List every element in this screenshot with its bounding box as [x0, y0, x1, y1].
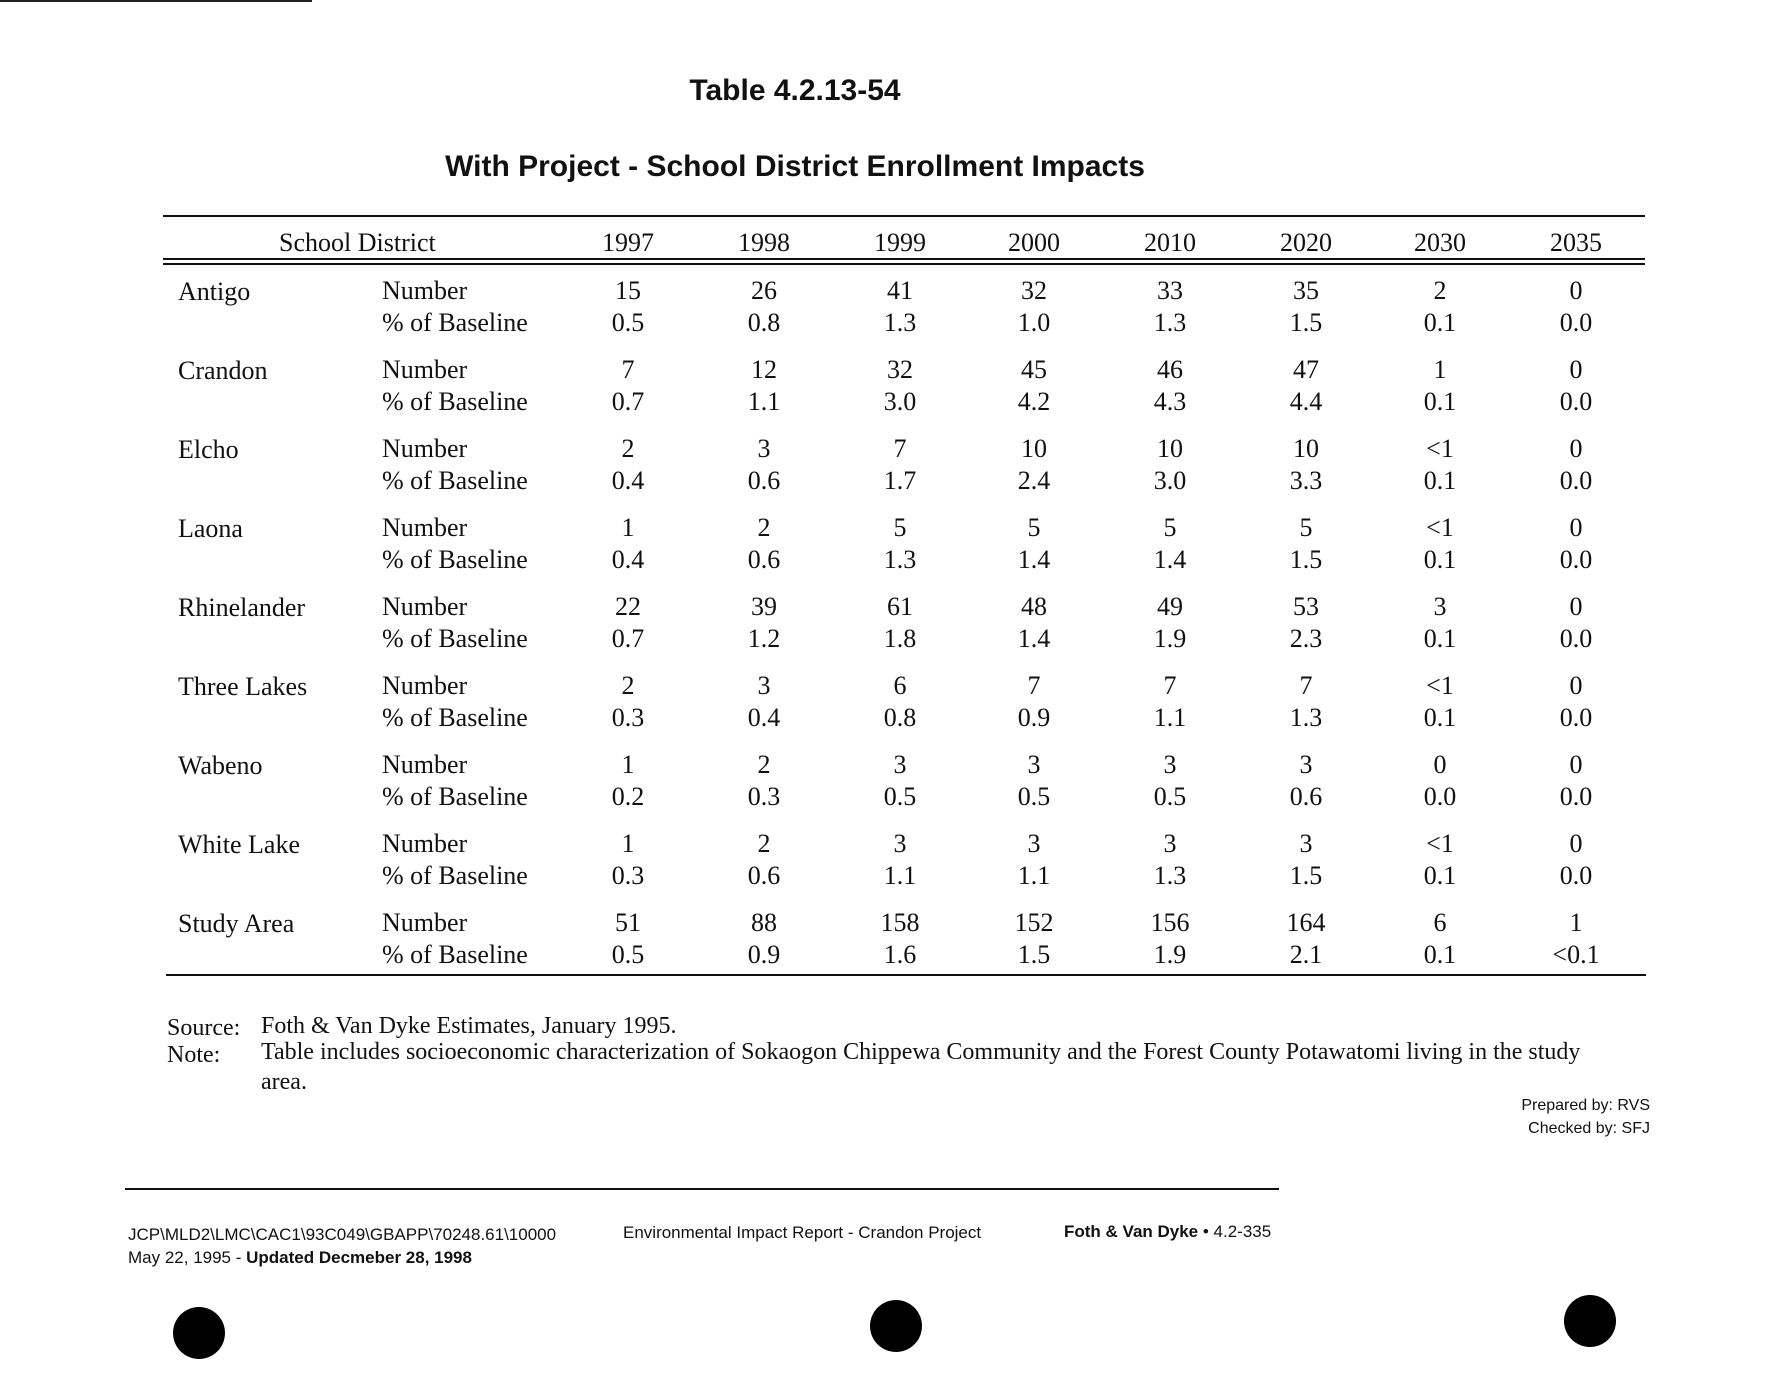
pct-value: 0.3 — [747, 782, 781, 811]
number-value: 10 — [1157, 434, 1183, 463]
pct-value: 0.9 — [747, 940, 781, 969]
number-value: 41 — [887, 276, 913, 305]
pct-value: 0.1 — [1423, 861, 1457, 890]
pct-value: 1.9 — [1153, 624, 1187, 653]
header-year-2000: 2000 — [1008, 228, 1060, 257]
pct-value: 0.7 — [611, 387, 645, 416]
number-value: 10 — [1293, 434, 1319, 463]
pct-value: 0.6 — [747, 466, 781, 495]
number-value: 48 — [1021, 592, 1047, 621]
pct-value: 1.5 — [1289, 308, 1323, 337]
pct-value: 1.4 — [1017, 624, 1051, 653]
pct-label: % of Baseline — [382, 387, 528, 416]
pct-value: 3.0 — [883, 387, 917, 416]
pct-value: 1.5 — [1289, 545, 1323, 574]
pct-value: 2.4 — [1017, 466, 1051, 495]
source-text: Foth & Van Dyke Estimates, January 1995. — [261, 1013, 677, 1039]
note-text: Table includes socioeconomic characterization of Sokaogon Chippewa Community and the Forest County Potawatomi living in the study area. — [261, 1039, 1581, 1095]
pct-value: 4.4 — [1289, 387, 1323, 416]
footer-date-prefix: May 22, 1995 - — [128, 1248, 247, 1267]
table-bottom-rule — [166, 974, 1646, 976]
district-name: Crandon — [178, 356, 268, 385]
pct-value: 1.2 — [747, 624, 781, 653]
number-value: <1 — [1426, 513, 1454, 542]
pct-label: % of Baseline — [382, 545, 528, 574]
pct-label: % of Baseline — [382, 703, 528, 732]
number-value: 164 — [1286, 908, 1326, 937]
district-name: Laona — [178, 514, 243, 543]
footer-date — [128, 1247, 472, 1269]
pct-value: 0.7 — [611, 624, 645, 653]
number-value: 7 — [1163, 671, 1177, 700]
pct-label: % of Baseline — [382, 782, 528, 811]
pct-value: 0.1 — [1423, 387, 1457, 416]
pct-value: 1.1 — [883, 861, 917, 890]
header-year-1997: 1997 — [602, 228, 654, 257]
number-value: 3 — [1163, 750, 1177, 779]
district-name: Rhinelander — [178, 593, 306, 622]
header-year-2010: 2010 — [1144, 228, 1196, 257]
number-label: Number — [382, 829, 468, 858]
pct-value: 0.0 — [1559, 782, 1593, 811]
pct-value: 0.4 — [611, 466, 645, 495]
number-value: 51 — [615, 908, 641, 937]
number-value: 3 — [1433, 592, 1447, 621]
pct-value: 3.0 — [1153, 466, 1187, 495]
number-value: 3 — [1027, 829, 1041, 858]
pct-value: 1.1 — [1017, 861, 1051, 890]
number-value: 0 — [1569, 276, 1583, 305]
pct-value: 0.5 — [1017, 782, 1051, 811]
number-value: 32 — [1021, 276, 1047, 305]
number-value: 53 — [1293, 592, 1319, 621]
number-label: Number — [382, 355, 468, 384]
pct-value: 1.3 — [1289, 703, 1323, 732]
number-value: 7 — [1027, 671, 1041, 700]
district-name: Wabeno — [178, 751, 263, 780]
district-name: Antigo — [178, 277, 251, 306]
number-value: <1 — [1426, 434, 1454, 463]
pct-value: 0.3 — [611, 861, 645, 890]
pct-value: 0.5 — [883, 782, 917, 811]
number-value: 0 — [1569, 592, 1583, 621]
pct-value: 1.8 — [883, 624, 917, 653]
pct-value: 1.5 — [1289, 861, 1323, 890]
number-value: 2 — [757, 829, 771, 858]
footer-path: JCP\MLD2\LMC\CAC1\93C049\GBAPP\70248.61\10000 — [128, 1225, 557, 1244]
pct-value: 0.0 — [1559, 466, 1593, 495]
number-value: 12 — [751, 355, 777, 384]
pct-value: 1.3 — [1153, 861, 1187, 890]
number-value: <1 — [1426, 829, 1454, 858]
header-rule-2 — [163, 263, 1645, 265]
pct-value: 1.3 — [883, 545, 917, 574]
pct-value: 1.1 — [1153, 703, 1187, 732]
pct-value: 0.6 — [1289, 782, 1323, 811]
pct-value: 1.5 — [1017, 940, 1051, 969]
number-value: 33 — [1157, 276, 1183, 305]
header-year-2035: 2035 — [1550, 228, 1602, 257]
pct-value: 4.2 — [1017, 387, 1051, 416]
pct-value: 0.5 — [611, 308, 645, 337]
number-value: 2 — [1433, 276, 1447, 305]
footer-company — [1064, 1221, 1271, 1243]
number-value: 61 — [887, 592, 913, 621]
pct-value: 0.6 — [747, 861, 781, 890]
district-name: White Lake — [178, 830, 300, 859]
number-label: Number — [382, 276, 468, 305]
district-name: Study Area — [178, 909, 295, 938]
pct-value: 1.7 — [883, 466, 917, 495]
header-rule-1 — [163, 258, 1645, 260]
prepared-by: Prepared by: RVS — [1521, 1097, 1650, 1114]
pct-value: 0.2 — [611, 782, 645, 811]
footer-rule — [125, 1188, 1279, 1190]
pct-value: 0.0 — [1559, 387, 1593, 416]
checked-by: Checked by: SFJ — [1528, 1120, 1650, 1137]
pct-value: 0.1 — [1423, 940, 1457, 969]
punch-hole-right — [1564, 1295, 1616, 1347]
pct-value: 4.3 — [1153, 387, 1187, 416]
pct-value: 1.0 — [1017, 308, 1051, 337]
number-value: 1 — [621, 829, 635, 858]
pct-value: 1.4 — [1153, 545, 1187, 574]
number-label: Number — [382, 592, 468, 621]
number-value: 0 — [1433, 750, 1447, 779]
number-label: Number — [382, 908, 468, 937]
number-value: 0 — [1569, 750, 1583, 779]
number-value: 2 — [757, 750, 771, 779]
number-value: 22 — [615, 592, 641, 621]
number-label: Number — [382, 750, 468, 779]
pct-value: 0.0 — [1559, 703, 1593, 732]
pct-value: 0.0 — [1559, 624, 1593, 653]
pct-label: % of Baseline — [382, 466, 528, 495]
number-value: 2 — [621, 671, 635, 700]
number-value: 3 — [757, 671, 771, 700]
pct-value: 0.9 — [1017, 703, 1051, 732]
header-year-2020: 2020 — [1280, 228, 1332, 257]
number-value: 45 — [1021, 355, 1047, 384]
number-label: Number — [382, 513, 468, 542]
pct-value: 0.4 — [611, 545, 645, 574]
footer-report: Environmental Impact Report - Crandon Project — [623, 1223, 982, 1242]
number-value: 15 — [615, 276, 641, 305]
pct-value: 0.1 — [1423, 545, 1457, 574]
number-value: 88 — [751, 908, 777, 937]
table-title: With Project - School District Enrollment Impacts — [445, 150, 1145, 183]
number-value: 156 — [1150, 908, 1190, 937]
table-top-rule — [163, 215, 1645, 217]
pct-value: 0.1 — [1423, 624, 1457, 653]
pct-value: 2.3 — [1289, 624, 1323, 653]
pct-value: 0.1 — [1423, 308, 1457, 337]
number-label: Number — [382, 434, 468, 463]
number-value: 0 — [1569, 513, 1583, 542]
pct-value: 0.0 — [1559, 861, 1593, 890]
number-value: 32 — [887, 355, 913, 384]
number-value: 7 — [893, 434, 907, 463]
pct-value: 1.4 — [1017, 545, 1051, 574]
pct-value: 0.0 — [1423, 782, 1457, 811]
pct-value: 0.5 — [611, 940, 645, 969]
number-value: 3 — [757, 434, 771, 463]
pct-value: 0.0 — [1559, 545, 1593, 574]
pct-value: 0.8 — [883, 703, 917, 732]
number-value: 0 — [1569, 434, 1583, 463]
header-school-district: School District — [279, 228, 436, 257]
pct-value: 0.4 — [747, 703, 781, 732]
district-name: Elcho — [178, 435, 239, 464]
district-name: Three Lakes — [178, 672, 308, 701]
number-value: 5 — [1163, 513, 1177, 542]
pct-value: 1.3 — [1153, 308, 1187, 337]
pct-value: 0.1 — [1423, 466, 1457, 495]
number-value: 5 — [893, 513, 907, 542]
number-value: 1 — [1569, 908, 1583, 937]
pct-value: 1.3 — [883, 308, 917, 337]
punch-hole-center — [870, 1300, 922, 1352]
number-value: 3 — [893, 829, 907, 858]
pct-value: 1.9 — [1153, 940, 1187, 969]
table-number: Table 4.2.13-54 — [689, 74, 901, 107]
number-value: 7 — [1299, 671, 1313, 700]
pct-value: 0.8 — [747, 308, 781, 337]
number-value: 2 — [621, 434, 635, 463]
note-label: Note: — [167, 1042, 221, 1068]
header-year-2030: 2030 — [1414, 228, 1466, 257]
number-value: 3 — [1299, 750, 1313, 779]
number-value: 7 — [621, 355, 635, 384]
top-edge-rule — [0, 0, 312, 2]
number-value: 1 — [621, 513, 635, 542]
pct-value: 3.3 — [1289, 466, 1323, 495]
header-year-1999: 1999 — [874, 228, 926, 257]
footer-company-name: Foth & Van Dyke — [1064, 1222, 1199, 1241]
number-value: 0 — [1569, 829, 1583, 858]
pct-label: % of Baseline — [382, 624, 528, 653]
number-value: 10 — [1021, 434, 1047, 463]
number-value: 0 — [1569, 355, 1583, 384]
number-value: 35 — [1293, 276, 1319, 305]
number-value: 5 — [1027, 513, 1041, 542]
pct-value: 2.1 — [1289, 940, 1323, 969]
pct-value: 0.6 — [747, 545, 781, 574]
pct-value: 1.1 — [747, 387, 781, 416]
header-year-1998: 1998 — [738, 228, 790, 257]
pct-label: % of Baseline — [382, 308, 528, 337]
number-value: 46 — [1157, 355, 1183, 384]
footer-updated: Updated Decmeber 28, 1998 — [246, 1248, 472, 1267]
number-value: 2 — [757, 513, 771, 542]
pct-value: 1.6 — [883, 940, 917, 969]
number-value: 0 — [1569, 671, 1583, 700]
pct-value: 0.5 — [1153, 782, 1187, 811]
number-value: 26 — [751, 276, 777, 305]
source-label: Source: — [167, 1015, 241, 1041]
number-value: <1 — [1426, 671, 1454, 700]
pct-value: <0.1 — [1552, 940, 1600, 969]
pct-value: 0.0 — [1559, 308, 1593, 337]
number-value: 3 — [1027, 750, 1041, 779]
number-value: 3 — [893, 750, 907, 779]
pct-value: 0.3 — [611, 703, 645, 732]
number-value: 6 — [1433, 908, 1447, 937]
number-value: 49 — [1157, 592, 1183, 621]
number-value: 158 — [880, 908, 920, 937]
number-value: 47 — [1293, 355, 1319, 384]
number-value: 1 — [1433, 355, 1447, 384]
footer-page: • 4.2-335 — [1198, 1222, 1272, 1241]
punch-hole-left — [173, 1307, 225, 1359]
pct-label: % of Baseline — [382, 861, 528, 890]
number-value: 6 — [893, 671, 907, 700]
pct-label: % of Baseline — [382, 940, 528, 969]
number-value: 5 — [1299, 513, 1313, 542]
number-value: 1 — [621, 750, 635, 779]
number-value: 39 — [751, 592, 777, 621]
pct-value: 0.1 — [1423, 703, 1457, 732]
number-label: Number — [382, 671, 468, 700]
number-value: 152 — [1014, 908, 1054, 937]
number-value: 3 — [1163, 829, 1177, 858]
number-value: 3 — [1299, 829, 1313, 858]
